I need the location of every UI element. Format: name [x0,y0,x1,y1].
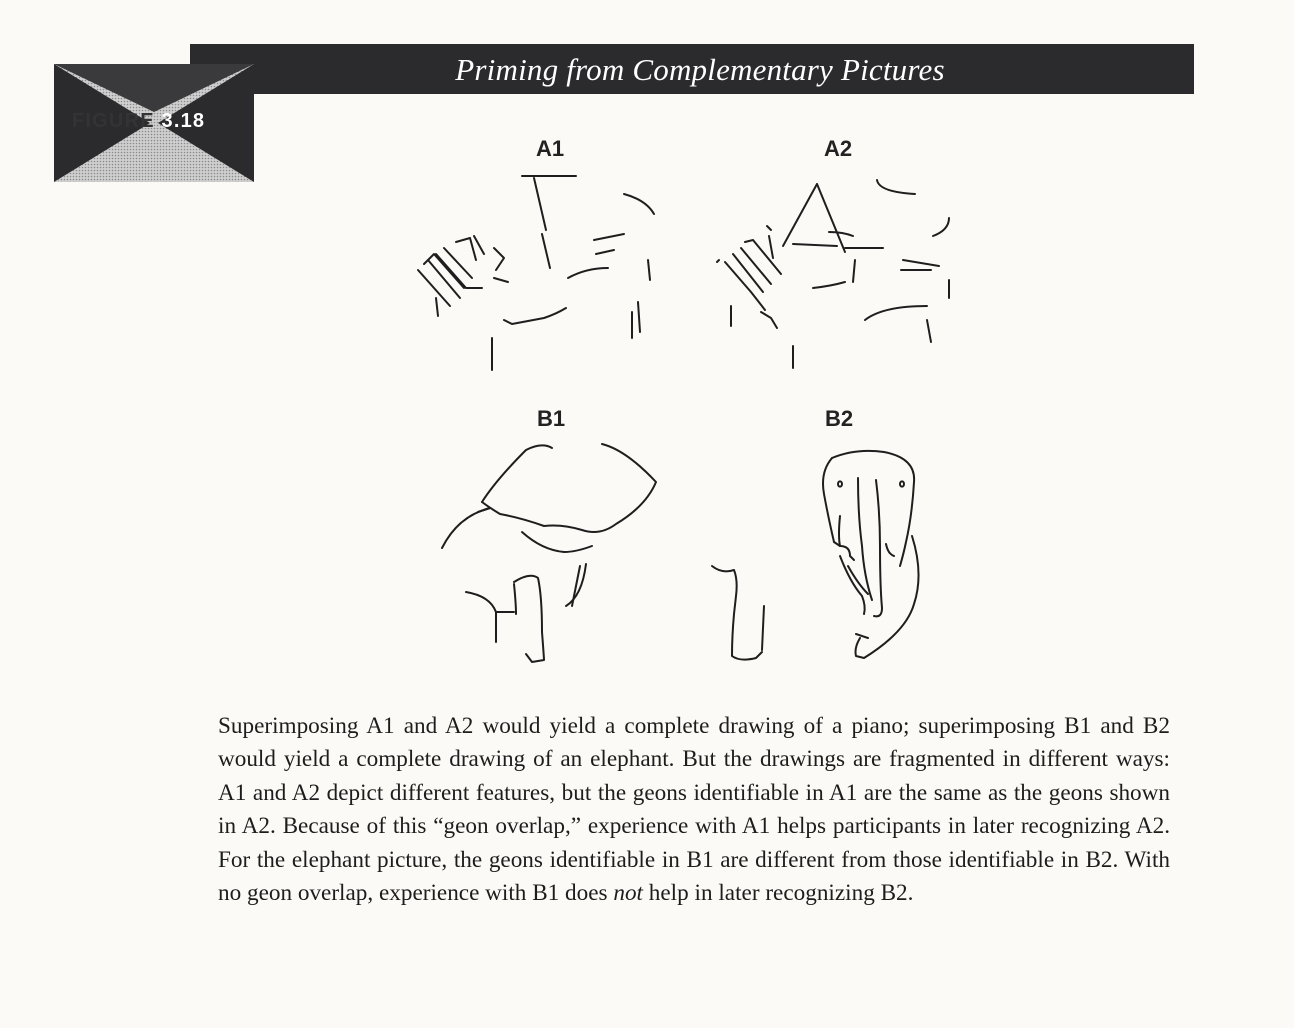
panel-label-b2: B2 [825,406,854,431]
elephant-fragment-b1-drawing [430,436,670,676]
figure-word: FIGURE [72,110,155,132]
figure-number-label [72,110,205,133]
panel-label-a1: A1 [536,136,565,161]
panel-label-b1: B1 [537,406,566,431]
figure-caption [218,710,1170,910]
piano-fragment-a2-drawing [705,170,965,380]
caption-italic-word: not [613,880,643,907]
caption-text-end: help in later recognizing B2. [643,880,914,907]
elephant-fragment-b2-drawing [700,436,940,676]
panel-label-a2: A2 [824,136,853,161]
figure-number: 3.18 [161,110,206,132]
figure-title: Priming from Complementary Pictures [455,52,945,87]
caption-text: Superimposing A1 and A2 would yield a complete drawing of a piano; superimposing B1 and B2 would yield a complete drawing of an elephant. But the drawings are fragmented in different ways: A1 and A2 depict different features, but the geons identifiable in A1 are the same as the geons shown in A2. Because of this “geon overlap,” experience with A1 helps participants in later recognizing A2. For the elephant picture, the geons identifiable in B1 are different from those identifiable in B2. With no geon overlap, experience with B1 does [218,713,1170,907]
piano-fragment-a1-drawing [410,170,670,380]
